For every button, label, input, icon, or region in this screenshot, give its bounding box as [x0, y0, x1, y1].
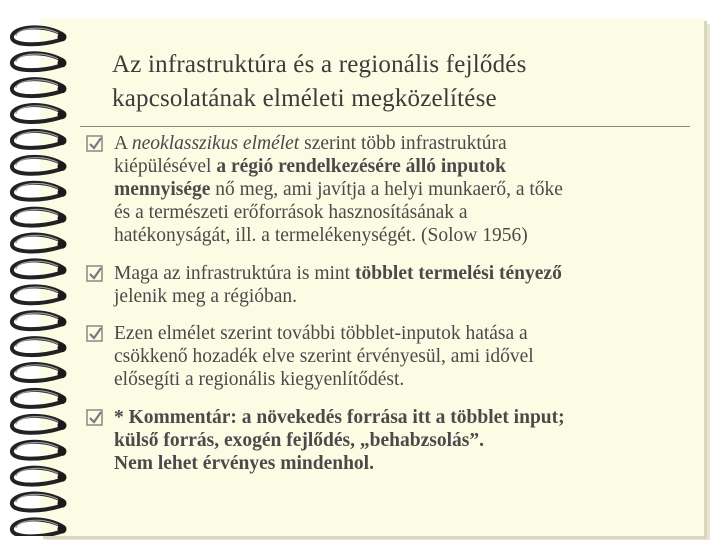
emphasis-neoclassical: neoklasszikus elmélet: [131, 133, 300, 154]
binding-ring: [12, 312, 67, 329]
bullet-2-line-2: jelenik meg a régióban.: [114, 286, 298, 307]
binding-ring: [12, 53, 67, 70]
bullet-1-line-1: [114, 132, 694, 155]
title-divider: [80, 126, 690, 127]
text-run: kiépülésével: [114, 156, 217, 177]
binding-ring: [12, 442, 67, 459]
binding-ring: [12, 468, 67, 485]
binding-ring: [12, 131, 67, 148]
bullet-4-line-2: külső forrás, exogén fejlődés, „behabzsolás”.: [114, 430, 484, 451]
title-line-2: kapcsolatának elméleti megközelítése: [112, 85, 497, 112]
bullet-2-line-1: [114, 262, 694, 285]
title-line-1: Az infrastruktúra és a regionális fejlődés: [112, 51, 527, 78]
checkbox-check-icon: [86, 409, 104, 427]
bullet-item-3: [84, 322, 694, 391]
binding-ring: [12, 494, 67, 511]
checkbox-check-icon: [86, 265, 104, 283]
bullet-4-line-1: * Kommentár: a növekedés forrása itt a többlet input;: [114, 407, 565, 428]
bullet-item-4: [84, 406, 694, 475]
binding-ring: [12, 209, 67, 226]
binding-ring: [12, 183, 67, 200]
bullet-list: [84, 132, 694, 475]
binding-ring: [12, 286, 67, 303]
text-run: A: [114, 133, 132, 154]
binding-ring: [12, 27, 67, 44]
binding-ring: [12, 364, 67, 381]
text-run: Maga az infrastruktúra is mint: [114, 263, 355, 284]
bullet-3-line-1: Ezen elmélet szerint további többlet-inputok hatása a: [114, 323, 528, 344]
bullet-item-2: [84, 262, 694, 308]
bullet-1-line-3: [114, 178, 694, 201]
bullet-1-line-2: [114, 155, 694, 178]
checkbox-check-icon: [86, 135, 104, 153]
binding-ring: [12, 260, 67, 277]
binding-ring: [12, 390, 67, 407]
text-run: szerint több infrastruktúra: [299, 133, 507, 154]
bullet-item-1: [84, 132, 694, 247]
page-title: [112, 48, 692, 116]
bullet-4-line-3: Nem lehet érvényes mindenhol.: [114, 453, 374, 474]
bullet-1-line-4: és a természeti erőforrások hasznosításának a: [114, 202, 468, 223]
binding-ring: [12, 519, 67, 536]
binding-ring: [12, 416, 67, 433]
checkbox-check-icon: [86, 325, 104, 343]
text-run: nő meg, ami javítja a helyi munkaerő, a tőke: [210, 179, 563, 200]
spiral-binding-icon: [0, 18, 80, 536]
emphasis-quantity: mennyisége: [114, 179, 211, 200]
emphasis-inputs: a régió rendelkezésére álló inputok: [216, 156, 506, 177]
binding-ring: [12, 235, 67, 252]
bullet-1-line-5: hatékonyságát, ill. a termelékenységét. (Solow 1956): [114, 225, 528, 246]
emphasis-production-factor: többlet termelési tényező: [354, 263, 562, 284]
binding-ring: [12, 157, 67, 174]
binding-ring: [12, 338, 67, 355]
bullet-3-line-3: elősegíti a regionális kiegyenlítődést.: [114, 369, 405, 390]
binding-ring: [12, 79, 67, 96]
bullet-3-line-2: csökkenő hozadék elve szerint érvényesül, ami idővel: [114, 346, 534, 367]
binding-ring: [12, 105, 67, 122]
